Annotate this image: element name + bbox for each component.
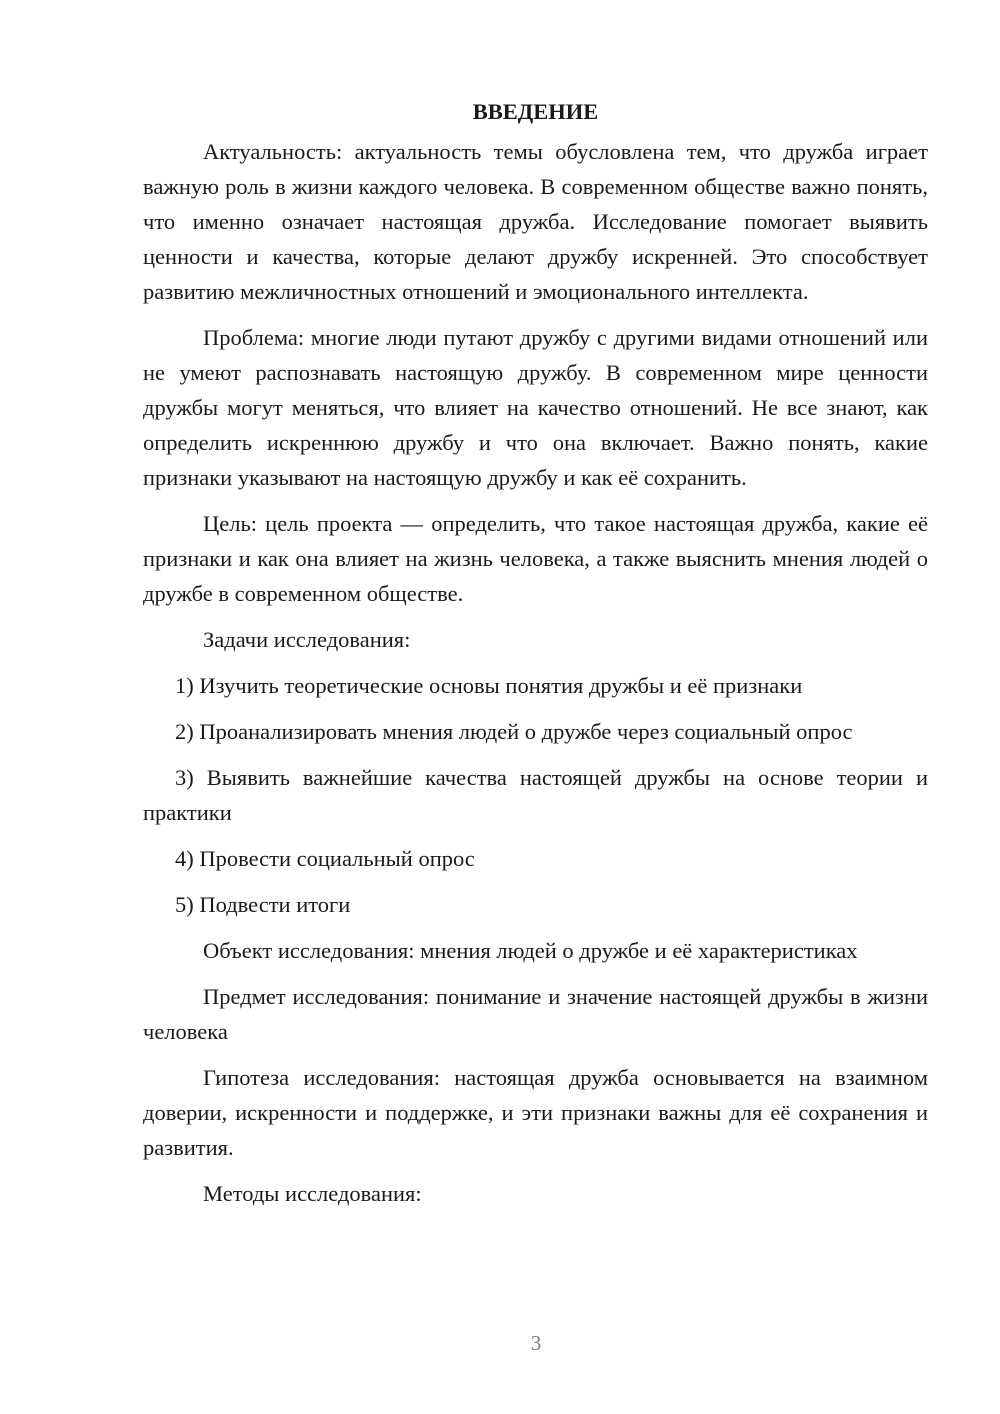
problem-paragraph: Проблема: многие люди путают дружбу с другими видами отношений или не умеют распознавать настоящую дружбу. В современном мире ценности дружбы могут меняться, что влияет на качество отношений. Не все знают, как определить искреннюю дружбу и что она включает. Важно понять, какие признаки указывают на настоящую дружбу и как её сохранить. [143, 325, 928, 490]
list-item: 3) Выявить важнейшие качества настоящей дружбы на основе теории и практики [143, 765, 928, 825]
page-content [143, 94, 928, 1222]
list-item: 2) Проанализировать мнения людей о дружбе через социальный опрос [175, 719, 853, 744]
methods-paragraph: Методы исследования: [203, 1181, 422, 1206]
tasks-list [143, 668, 928, 922]
list-item: 1) Изучить теоретические основы понятия дружбы и её признаки [175, 673, 803, 698]
subject-paragraph: Предмет исследования: понимание и значение настоящей дружбы в жизни человека [143, 984, 928, 1044]
relevance-paragraph: Актуальность: актуальность темы обусловлена тем, что дружба играет важную роль в жизни каждого человека. В современном обществе важно понять, что именно означает настоящая дружба. Исследование помогает выявить ценности и качества, которые делают дружбу искренней. Это способствует развитию межличностных отношений и эмоционального интеллекта. [143, 139, 928, 304]
object-paragraph: Объект исследования: мнения людей о дружбе и её характеристиках [203, 938, 858, 963]
hypothesis-paragraph: Гипотеза исследования: настоящая дружба основывается на взаимном доверии, искренности и поддержке, и эти признаки важны для её сохранения и развития. [143, 1065, 928, 1160]
goal-paragraph: Цель: цель проекта — определить, что такое настоящая дружба, какие её признаки и как она влияет на жизнь человека, а также выяснить мнения людей о дружбе в современном обществе. [143, 511, 928, 606]
section-heading: ВВЕДЕНИЕ [472, 99, 599, 124]
list-item: 4) Провести социальный опрос [175, 846, 475, 871]
tasks-title: Задачи исследования: [203, 627, 411, 652]
page-number: 3 [530, 1331, 542, 1355]
list-item: 5) Подвести итоги [175, 892, 351, 917]
